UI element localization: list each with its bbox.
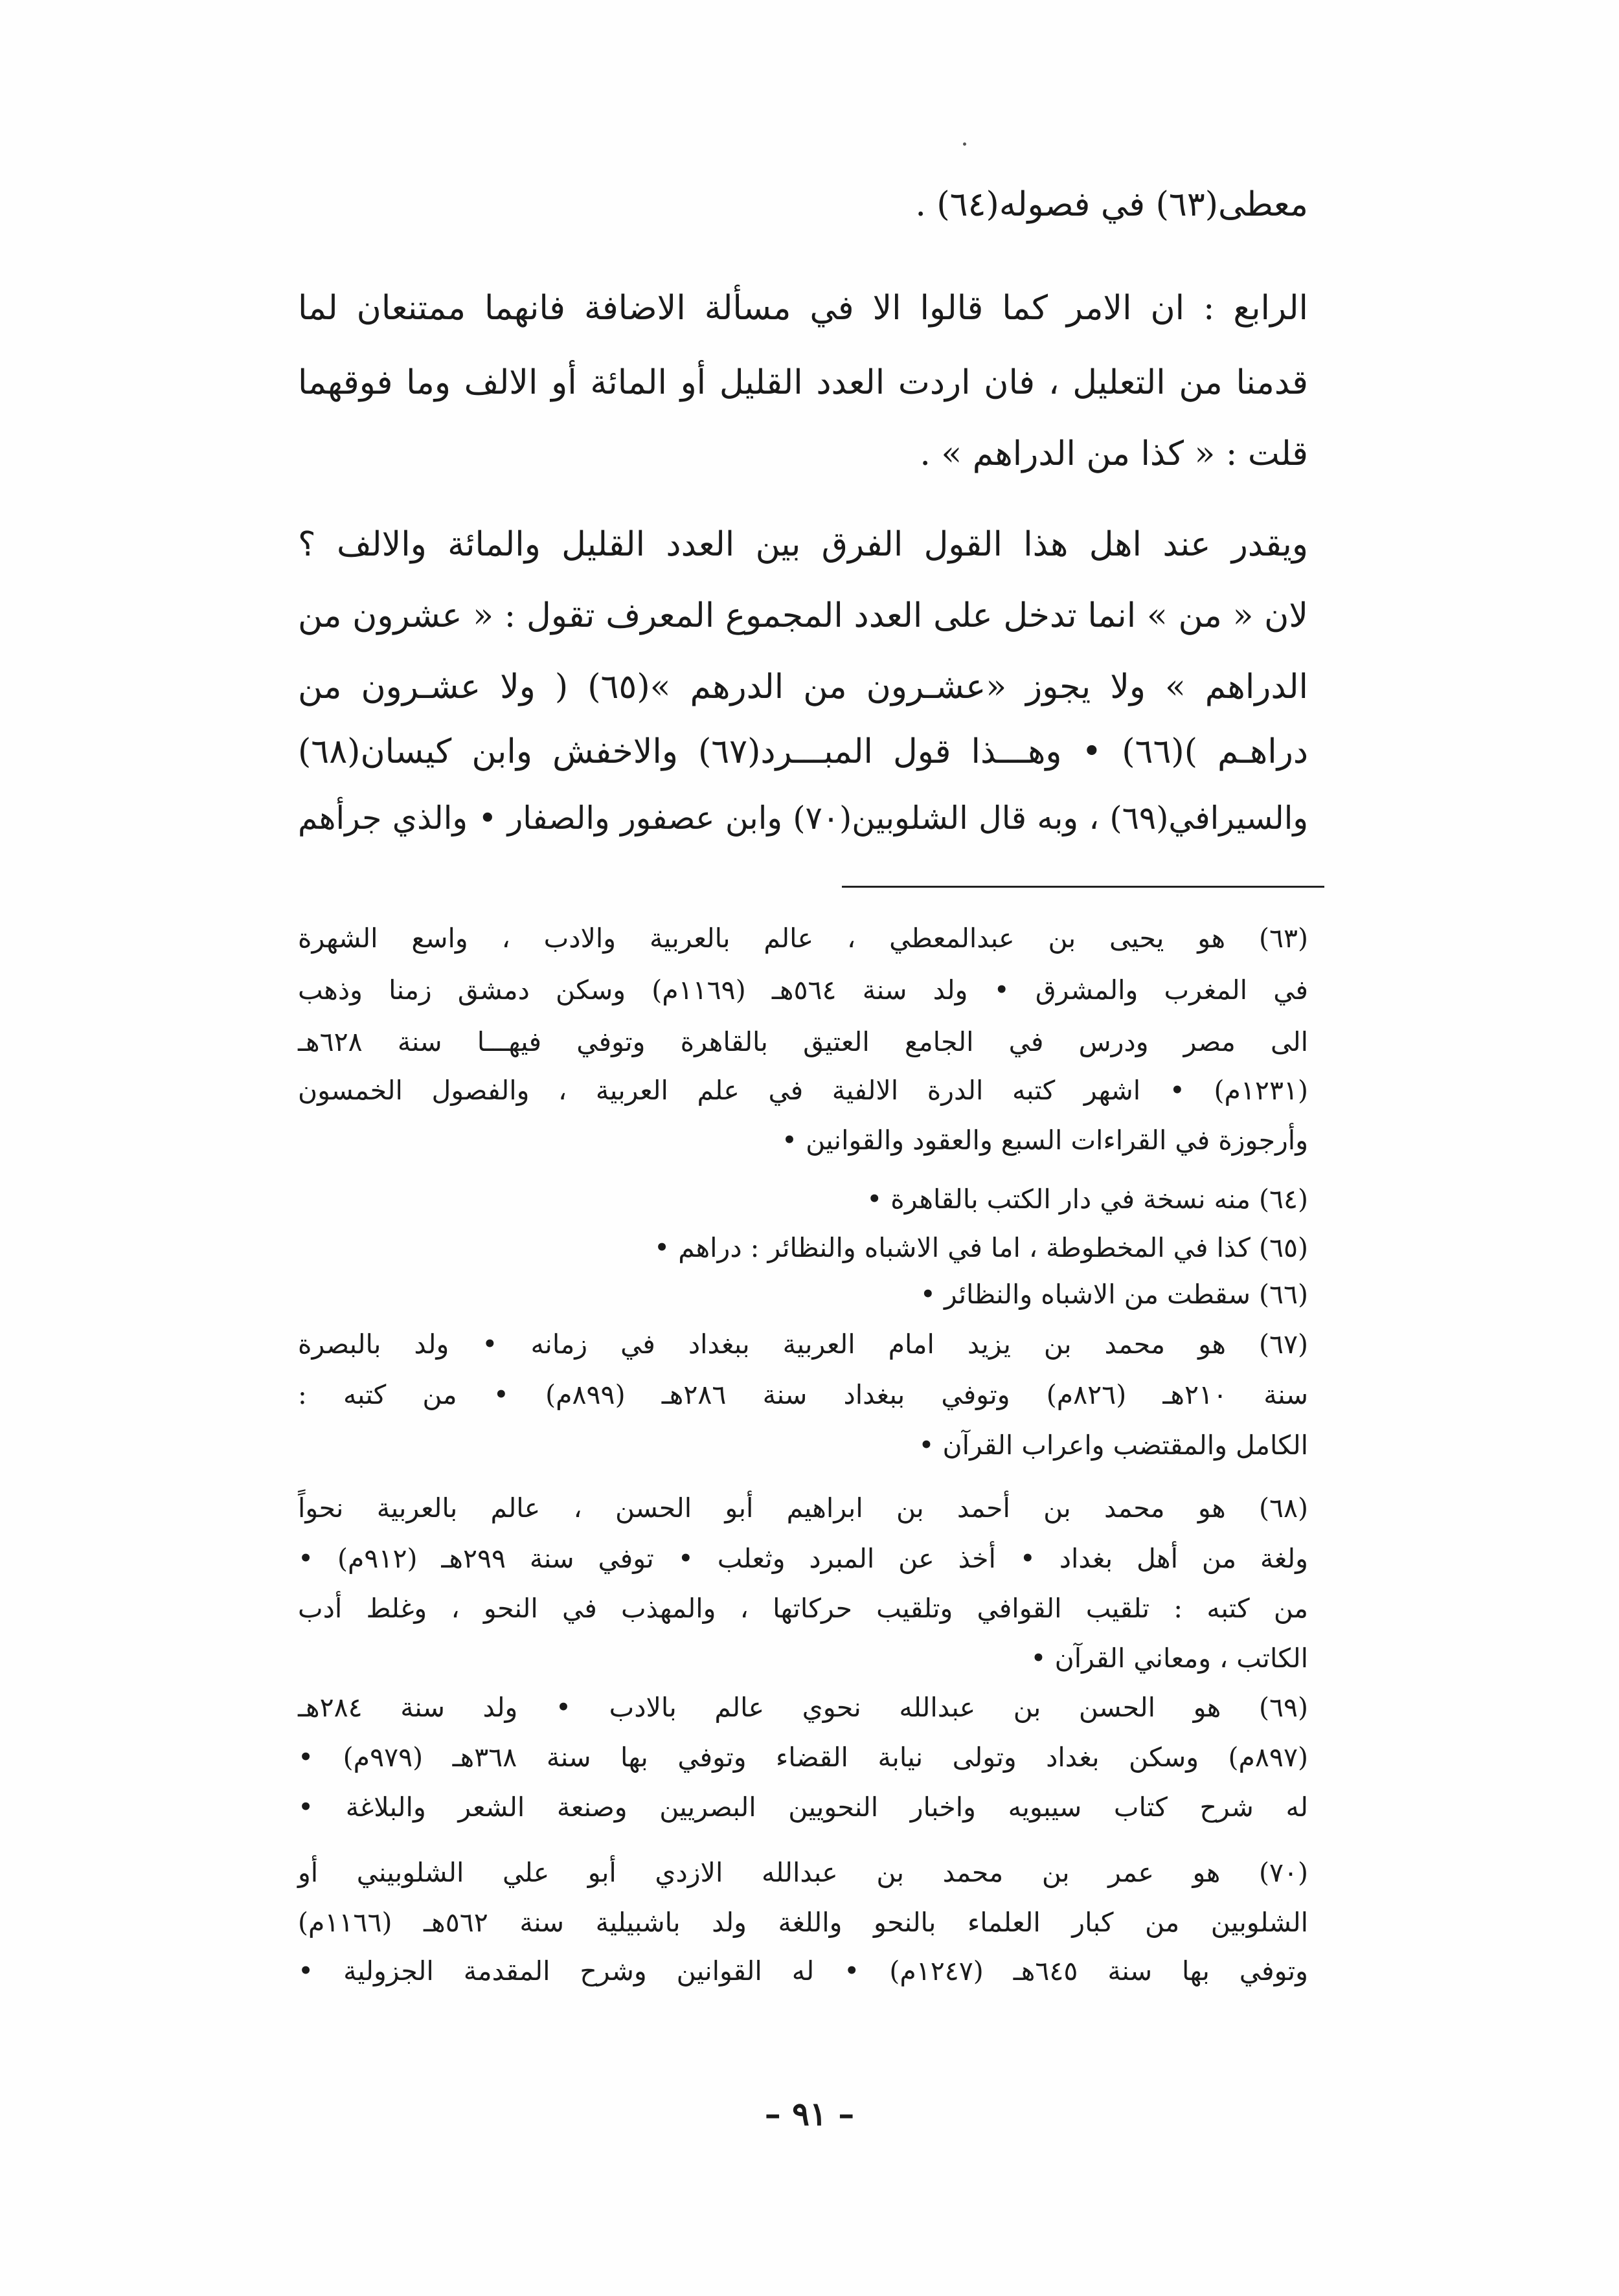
footnote-line: (٦٦) سقطت من الاشباه والنظائر • xyxy=(920,1279,1308,1310)
main-text-line: والسيرافي(٦٩) ، وبه قال الشلوبين(٧٠) وابن عصفور والصفار • والذي جرأهم xyxy=(298,800,1308,837)
footnote-divider xyxy=(842,886,1324,888)
main-text-line: الدراهم » ولا يجوز «عشـرون من الدرهم »(٦٥) ( ولا عشـرون من xyxy=(298,668,1308,706)
footnote-line: وأرجوزة في القراءات السبع والعقود والقوانين • xyxy=(781,1125,1308,1156)
page-number: – ٩١ – xyxy=(764,2095,855,2133)
main-text-line: الرابع : ان الامر كما قالوا الا في مسألة الاضافة فانهما ممتنعان لما xyxy=(298,289,1308,328)
footnote-line: (٦٤) منه نسخة في دار الكتب بالقاهرة • xyxy=(866,1184,1308,1215)
footnote-line: (٧٠) هو عمر بن محمد بن عبدالله الازدي أبو علي الشلوبيني أو xyxy=(298,1857,1308,1888)
footnote-line: (٦٩) هو الحسن بن عبدالله نحوي عالم بالادب • ولد سنة ٢٨٤هـ xyxy=(298,1692,1308,1723)
footnote-line: الكاتب ، ومعاني القرآن • xyxy=(1030,1643,1308,1674)
footnote-line: (٦٣) هو يحيى بن عبدالمعطي ، عالم بالعربية والادب ، واسع الشهرة xyxy=(298,923,1308,954)
main-text-line: ويقدر عند اهل هذا القول الفرق بين العدد القليل والمائة والالف ؟ xyxy=(298,525,1308,564)
footnote-line: ولغة من أهل بغداد • أخذ عن المبرد وثعلب • توفي سنة ٢٩٩هـ (٩١٢م) • xyxy=(298,1543,1308,1574)
main-text-line: قدمنا من التعليل ، فان اردت العدد القليل أو المائة أو الالف وما فوقهما xyxy=(298,363,1308,402)
footnote-line: (٦٨) هو محمد بن أحمد بن ابراهيم أبو الحسن ، عالم بالعربية نحواً xyxy=(298,1492,1308,1524)
footnote-line: في المغرب والمشرق • ولد سنة ٥٦٤هـ (١١٦٩م) وسكن دمشق زمنا وذهب xyxy=(298,974,1308,1006)
footnote-line: من كتبه : تلقيب القوافي وتلقيب حركاتها ، والمهذب في النحو ، وغلط أدب xyxy=(298,1593,1308,1624)
main-text-line: لان « من » انما تدخل على العدد المجموع المعرف تقول : « عشرون من xyxy=(298,596,1308,635)
main-text-line: دراهـم )(٦٦) • وهـــذا قول المبـــرد(٦٧) والاخفش وابن كيسان(٦٨) xyxy=(298,732,1308,771)
footnote-line: الكامل والمقتضب واعراب القرآن • xyxy=(918,1430,1308,1461)
footnote-line: الى مصر ودرس في الجامع العتيق بالقاهرة وتوفي فيهـــا سنة ٦٢٨هـ xyxy=(298,1026,1308,1057)
footnote-line: له شرح كتاب سيبويه واخبار النحويين البصريين وصنعة الشعر والبلاغة • xyxy=(298,1792,1308,1823)
footnote-line: (٦٧) هو محمد بن يزيد امام العربية ببغداد في زمانه • ولد بالبصرة xyxy=(298,1329,1308,1360)
footnote-line: سنة ٢١٠هـ (٨٢٦م) وتوفي ببغداد سنة ٢٨٦هـ (٨٩٩م) • من كتبه : xyxy=(298,1379,1308,1410)
ink-speck xyxy=(963,142,966,146)
footnote-line: (١٢٣١م) • اشهر كتبه الدرة الالفية في علم العربية ، والفصول الخمسون xyxy=(298,1075,1308,1106)
footnote-line: (٨٩٧م) وسكن بغداد وتولى نيابة القضاء وتوفي بها سنة ٣٦٨هـ (٩٧٩م) • xyxy=(298,1742,1308,1773)
main-text-line: قلت : « كذا من الدراهم » . xyxy=(920,434,1308,473)
main-text-line: معطى(٦٣) في فصوله(٦٤) . xyxy=(915,185,1308,224)
footnote-line: الشلوبين من كبار العلماء بالنحو واللغة ولد باشبيلية سنة ٥٦٢هـ (١١٦٦م) xyxy=(298,1907,1308,1938)
footnote-line: وتوفي بها سنة ٦٤٥هـ (١٢٤٧م) • له القوانين وشرح المقدمة الجزولية • xyxy=(298,1955,1308,1986)
footnote-line: (٦٥) كذا في المخطوطة ، اما في الاشباه والنظائر : دراهم • xyxy=(654,1232,1308,1263)
